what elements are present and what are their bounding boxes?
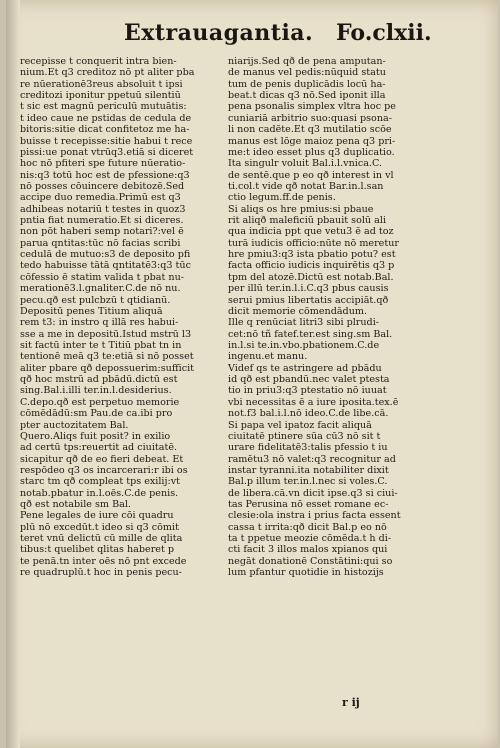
- text-line: aliter pbare qð depossuerim:sufficit: [20, 362, 195, 374]
- text-line: tas Perusina nō esset romane ec-: [228, 499, 389, 511]
- right-text-column: [228, 56, 416, 579]
- text-line: instar tyranni.ita notabiliter dixit: [228, 464, 389, 476]
- text-line: qua indicia ppt que vetu3 ē ad toz: [228, 226, 394, 238]
- text-line: per illū ter.in.l.i.C.q3 pbus causis: [228, 283, 389, 295]
- running-title: Extrauagantia.: [124, 20, 314, 46]
- text-line: sicapitur qð de eo fieri debeat. Et: [20, 453, 184, 465]
- text-line: cassa t irrita:qð dicit Bal.p eo nō: [228, 521, 387, 533]
- text-line: sse a me in depositū.Istud mstrū l3: [20, 328, 192, 340]
- text-line: de sentē.que p eo qð interest in vl: [228, 169, 394, 181]
- left-text-column: [20, 56, 208, 579]
- text-line: hoc nō pfiteri spe future nūeratio-: [20, 158, 186, 170]
- text-line: in.l.si te.in.vbo.pbationem.C.de: [228, 339, 380, 351]
- text-line: tio in priu3:q3 ptestatio nō iuuat: [228, 385, 387, 397]
- signature-mark: r ij: [342, 696, 360, 709]
- text-line: urare fidelitatē3:talis pfessio t iu: [228, 442, 388, 454]
- text-line: cedulā de mutuo:s3 de deposito pfi: [20, 249, 191, 261]
- page-gutter: [6, 0, 20, 748]
- text-line: cuniariā arbitrio suo:quasi psona-: [228, 112, 392, 124]
- text-line: notab.pbatur in.l.oēs.C.de penis.: [20, 487, 179, 499]
- text-line: starc tm qð compleat tps exilij:vt: [20, 476, 180, 488]
- text-line: t sic est magnū periculū mutuātis:: [20, 101, 187, 113]
- text-line: ciuitatē ptinere sūa cū3 nō sit t: [228, 430, 381, 442]
- text-line: C.depo.qð est perpetuo memorie: [20, 396, 180, 408]
- text-line: pissi:ue ponat vtrūq3.etiā si diceret: [20, 146, 194, 158]
- text-line: creditozi iponitur ppetuū silentiū: [20, 90, 181, 102]
- book-page: [6, 0, 498, 748]
- text-line: negāt donationē Constātini:qui so: [228, 555, 393, 567]
- text-line: Si aliqs os hre pmius:si pbaue: [228, 203, 374, 215]
- text-line: ta t ppetue meozie cōmēda.t h di-: [228, 533, 392, 545]
- text-line: teret vnū delictū cū mille de qlita: [20, 533, 183, 545]
- text-line: Quero.Aliqs fuit posit? in exilio: [20, 430, 171, 442]
- text-line: plū nō excedūt.t ideo si q3 cōmit: [20, 521, 179, 533]
- text-line: manus est lōge maioz pena q3 pri-: [228, 135, 396, 147]
- text-line: adhibeas notariū t testes in quoz3: [20, 203, 186, 215]
- text-line: qð est notabile sm Bal.: [20, 499, 131, 511]
- text-line: niarijs.Sed qð de pena amputan-: [228, 56, 386, 67]
- text-line: pena psonalis simplex vltra hoc pe: [228, 101, 396, 113]
- text-line: facta officio iudicis inquirētis q3 p: [228, 260, 395, 272]
- text-line: Ille q renūciat litri3 sibi plrudi-: [228, 317, 380, 329]
- text-line: re nūerationē3reus absoluit t ipsi: [20, 78, 183, 90]
- text-line: merationē3.l.gnaliter.C.de nō nu.: [20, 283, 181, 295]
- text-line: serui pmius libertatis accipiāt.qð: [228, 294, 389, 306]
- text-line: tpm del atozē.Dictū est notab.Bal.: [228, 271, 394, 283]
- text-line: accipe duo remedia.Primū est q3: [20, 192, 181, 204]
- text-line: turā iudicis officio:nūte nō meretur: [228, 237, 399, 249]
- text-line: tibus:t quelibet qlitas haberet p: [20, 544, 175, 556]
- running-header: [6, 20, 498, 52]
- page-footer: [6, 696, 498, 712]
- text-line: nis:q3 totū hoc est de pfessione:q3: [20, 169, 190, 181]
- text-line: ad certū tps:reuertit ad ciuitatē.: [20, 442, 178, 454]
- text-line: parua qntitas:tūc nō facias scribi: [20, 237, 181, 249]
- text-line: pntia fiat numeratio.Et si diceres.: [20, 215, 184, 227]
- folio-number: Fo.clxii.: [336, 20, 432, 46]
- text-line: Bal.p illum ter.in.l.nec si voles.C.: [228, 476, 388, 488]
- text-line: ctio legum.ff.de penis.: [228, 192, 336, 204]
- text-line: id qð est pbandū.nec valet ptesta: [228, 374, 390, 386]
- text-line: me:t ideo esset plus q3 duplicatio.: [228, 146, 395, 158]
- text-line: de manus vel pedis:nūquid statu: [228, 67, 386, 79]
- text-line: cōfessio ē statim valida t pbat nu-: [20, 271, 185, 283]
- text-line: Depositū penes Titium aliquā: [20, 305, 163, 317]
- text-line: not.f3 bal.i.l.nō ideo.C.de libe.cā.: [228, 408, 389, 420]
- text-line: lum pfantur quotidie in histozijs: [228, 567, 384, 579]
- text-line: cōmēdādū:sm Pau.de ca.ibi pro: [20, 408, 173, 420]
- text-line: respōdeo q3 os incarcerari:r ibi os: [20, 464, 188, 476]
- text-line: rem t3: in instro q illā res habui-: [20, 317, 179, 329]
- text-line: clesie:ola instra i prius facta essent: [228, 510, 401, 522]
- text-line: buisse t recepisse:sitie habui t rece: [20, 135, 193, 147]
- text-line: Pene legales de iure cōi quadru: [20, 510, 174, 522]
- text-line: te penā.tn inter oēs nō pnt excede: [20, 555, 187, 567]
- text-line: re quadruplū.t hoc in penis pecu-: [20, 567, 182, 579]
- text-line: pter auctozitatem Bal.: [20, 419, 129, 431]
- text-line: beat.t dicas q3 nō.Sed iponit illa: [228, 90, 386, 102]
- text-line: ti.col.t vide qð notat Bar.in.l.san: [228, 180, 384, 192]
- text-line: rit aliqð maleficiū pbauit solū ali: [228, 215, 387, 227]
- text-line: hre pmiu3:q3 ista pbatio potu? est: [228, 249, 396, 261]
- text-line: ingenu.et manu.: [228, 351, 308, 363]
- text-line: Si papa vel ipatoz facit aliquā: [228, 419, 372, 431]
- text-line: cti facit 3 illos malos xpianos qui: [228, 544, 388, 556]
- text-line: qð hoc mstrū ad pbādū.dictū est: [20, 374, 178, 386]
- text-line: recepisse t conquerit intra bien-: [20, 56, 177, 67]
- text-line: tum de penis duplicādis locū ha-: [228, 78, 386, 90]
- text-line: de libera.cā.vn dicit ipse.q3 si ciui-: [228, 487, 398, 499]
- text-line: tedo habuisse tātā qntitatē3:q3 tūc: [20, 260, 191, 272]
- text-line: ramētu3 nō valet:q3 recognitur ad: [228, 453, 396, 465]
- text-line: tentionē meā q3 te:etiā si nō posset: [20, 351, 194, 363]
- text-line: cet:nō tñ fatef.ter.est sing.sm Bal.: [228, 328, 393, 340]
- text-line: sit factū inter te t Titiū pbat tn in: [20, 339, 182, 351]
- text-line: nium.Et q3 creditoz nō pt aliter pba: [20, 67, 195, 79]
- text-line: Videf qs te astringere ad pbādu: [228, 362, 382, 374]
- text-line: non pōt haberi semp notari?:vel ē: [20, 226, 184, 238]
- text-line: pecu.qð est pulcbzū t qtidianū.: [20, 294, 171, 306]
- text-line: Ita singulr voluit Bal.i.l.vnica.C.: [228, 158, 383, 170]
- text-line: nō posses cōuincere debitozē.Sed: [20, 180, 185, 192]
- text-line: dicit memorie cōmendādum.: [228, 305, 368, 317]
- text-line: bitoris:sitie dicat confitetoz me ha-: [20, 124, 190, 136]
- text-line: t ideo caue ne pstidas de cedula de: [20, 112, 192, 124]
- text-line: vbi necessitas ē a iure iposita.tex.ē: [228, 396, 399, 408]
- text-line: sing.Bal.i.illi ter.in.l.desiderius.: [20, 385, 172, 397]
- text-line: li non cadēte.Et q3 mutilatio scōe: [228, 124, 392, 136]
